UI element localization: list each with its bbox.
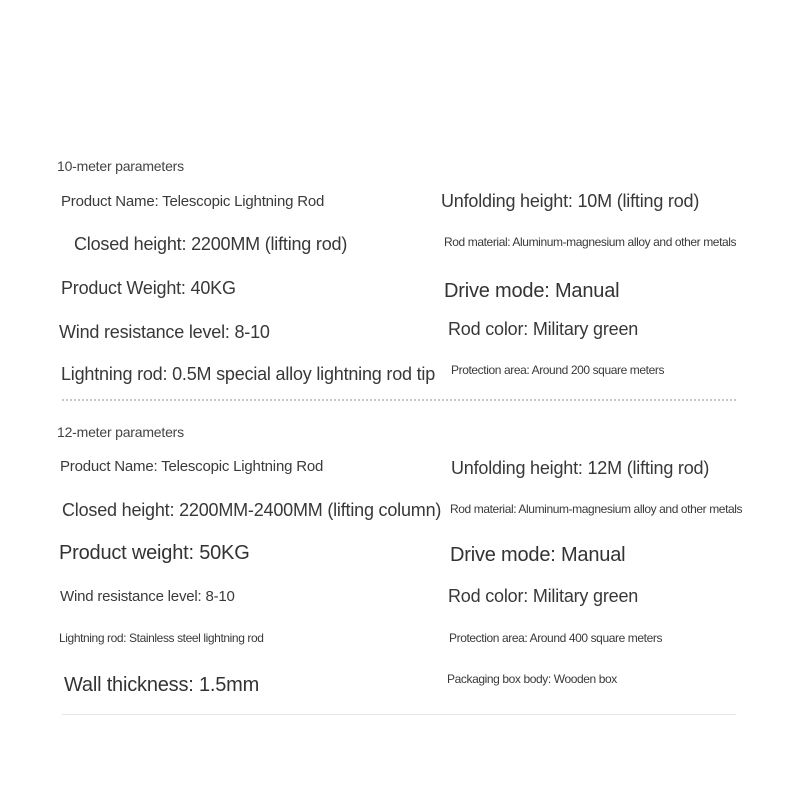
spec-rod-material-12m: Rod material: Aluminum-magnesium alloy and other metals — [450, 502, 743, 516]
spec-packaging-box-12m: Packaging box body: Wooden box — [447, 672, 617, 686]
spec-protection-area-10m: Protection area: Around 200 square meters — [451, 363, 665, 377]
spec-lightning-rod-10m: Lightning rod: 0.5M special alloy lightning rod tip — [61, 364, 436, 384]
section-divider-bottom — [62, 714, 736, 715]
spec-lightning-rod-12m: Lightning rod: Stainless steel lightning rod — [59, 631, 264, 645]
spec-unfolding-height-12m: Unfolding height: 12M (lifting rod) — [451, 458, 710, 478]
spec-product-name-10m: Product Name: Telescopic Lightning Rod — [61, 193, 325, 210]
section-title-12m: 12-meter parameters — [57, 424, 184, 440]
spec-wind-resistance-12m: Wind resistance level: 8-10 — [60, 588, 235, 605]
spec-unfolding-height-10m: Unfolding height: 10M (lifting rod) — [441, 191, 700, 211]
spec-drive-mode-10m: Drive mode: Manual — [444, 280, 620, 302]
spec-closed-height-12m: Closed height: 2200MM-2400MM (lifting column) — [62, 500, 442, 520]
spec-product-weight-12m: Product weight: 50KG — [59, 542, 250, 564]
spec-product-weight-10m: Product Weight: 40KG — [61, 278, 236, 298]
spec-wall-thickness-12m: Wall thickness: 1.5mm — [64, 674, 260, 696]
section-divider — [62, 399, 736, 401]
spec-rod-color-12m: Rod color: Military green — [448, 586, 639, 606]
spec-wind-resistance-10m: Wind resistance level: 8-10 — [59, 322, 270, 342]
spec-product-name-12m: Product Name: Telescopic Lightning Rod — [60, 458, 324, 475]
spec-closed-height-10m: Closed height: 2200MM (lifting rod) — [74, 234, 348, 254]
spec-rod-color-10m: Rod color: Military green — [448, 319, 639, 339]
spec-rod-material-10m: Rod material: Aluminum-magnesium alloy and other metals — [444, 235, 737, 249]
section-title-10m: 10-meter parameters — [57, 158, 184, 174]
spec-protection-area-12m: Protection area: Around 400 square meters — [449, 631, 663, 645]
spec-drive-mode-12m: Drive mode: Manual — [450, 544, 626, 566]
